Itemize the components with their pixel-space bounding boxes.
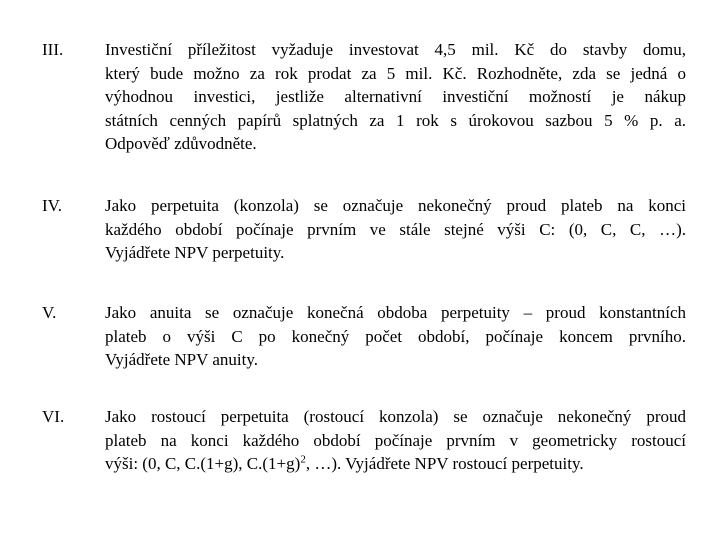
item-number: V.	[42, 303, 57, 322]
text-line: Odpověď zdůvodněte.	[105, 134, 257, 153]
text-line: Vyjádřete NPV anuity.	[105, 350, 258, 369]
text-line: Vyjádřete NPV perpetuity.	[105, 243, 285, 262]
text-line: Investiční příležitost vyžaduje investovat 4,5 mil. Kč do stavby domu,	[105, 40, 686, 59]
text-line: výhodnou investici, jestliže alternativní investiční možností je nákup	[105, 87, 686, 106]
text-line: státních cenných papírů splatných za 1 rok s úrokovou sazbou 5 % p. a.	[105, 110, 686, 130]
formula-text: výši: (0, C, C.(1+g), C.(1+g)	[105, 454, 301, 473]
text-line: Jako perpetuita (konzola) se označuje nekonečný proud plateb na konci	[105, 196, 686, 215]
item-number: III.	[42, 40, 64, 59]
text-line: který bude možno za rok prodat za 5 mil. Kč. Rozhodněte, zda se jedná o	[105, 63, 686, 83]
item-text	[105, 301, 686, 372]
exponent: 2	[300, 453, 306, 466]
text-line: plateb na konci každého období počínaje prvním v geometricky rostoucí	[105, 430, 686, 450]
text-line: každého období počínaje prvním ve stále stejné výši C: (0, C, C, …).	[105, 219, 686, 239]
item-number: IV.	[42, 196, 62, 215]
text-line: plateb o výši C po konečný počet období, počínaje koncem prvního.	[105, 326, 686, 346]
formula-text: , …). Vyjádřete NPV rostoucí perpetuity.	[305, 454, 584, 473]
text-line-with-formula	[105, 452, 686, 476]
text-line: Jako anuita se označuje konečná obdoba perpetuity – proud konstantních	[105, 303, 686, 322]
item-text	[105, 194, 686, 265]
item-number: VI.	[42, 407, 65, 426]
text-line: Jako rostoucí perpetuita (rostoucí konzola) se označuje nekonečný proud	[105, 407, 686, 426]
item-text	[105, 38, 686, 156]
item-text	[105, 405, 686, 476]
